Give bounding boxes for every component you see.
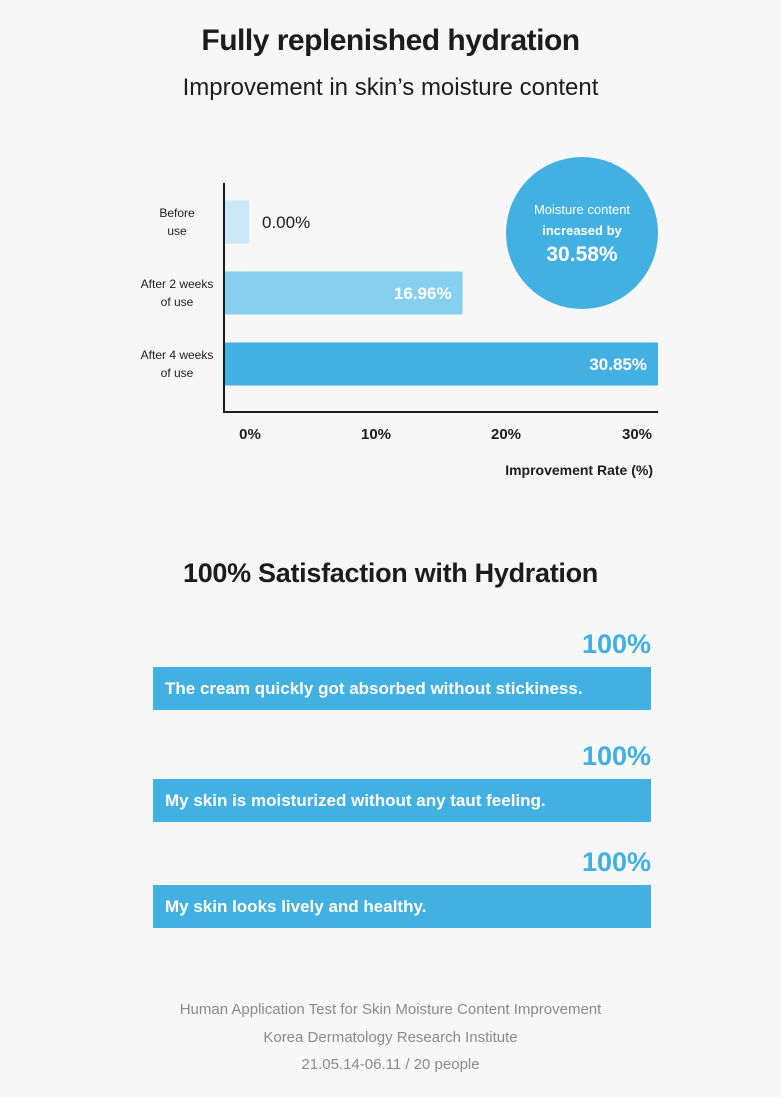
category-label: of use — [160, 366, 194, 380]
category-label: After 4 weeks — [140, 348, 214, 362]
x-tick-label: 0% — [239, 426, 261, 443]
category-label: use — [167, 224, 187, 238]
x-tick-label: 10% — [360, 426, 392, 443]
satisfaction-bar: My skin is moisturized without any taut feeling. — [153, 779, 651, 822]
satisfaction-percent: 100% — [581, 741, 651, 771]
page-title: Fully replenished hydration — [201, 24, 580, 57]
page-subtitle: Improvement in skin’s moisture content — [182, 74, 599, 101]
footer-test-name: Human Application Test for Skin Moisture Content Improvement — [179, 1001, 602, 1018]
category-label: Before — [159, 206, 195, 220]
bar-value-label: 30.85% — [589, 355, 647, 374]
x-axis-title: Improvement Rate (%) — [505, 462, 653, 478]
x-tick-label: 30% — [621, 426, 653, 443]
bar-value-label: 0.00% — [262, 213, 311, 232]
satisfaction-item — [153, 627, 651, 710]
satisfaction-title: 100% Satisfaction with Hydration — [183, 558, 598, 588]
category-label: After 2 weeks — [140, 277, 214, 291]
bar — [224, 201, 249, 244]
satisfaction-item — [153, 739, 651, 822]
moisture-bar-chart — [0, 150, 781, 490]
satisfaction-bar: My skin looks lively and healthy. — [153, 885, 651, 928]
satisfaction-bar: The cream quickly got absorbed without stickiness. — [153, 667, 651, 710]
satisfaction-percent: 100% — [581, 629, 651, 659]
callout-line-2: increased by — [542, 223, 622, 238]
callout-line-1: Moisture content — [533, 202, 631, 217]
category-label: of use — [160, 295, 194, 309]
callout-value: 30.58% — [546, 243, 618, 266]
bar-value-label: 16.96% — [393, 284, 452, 303]
footer-institute: Korea Dermatology Research Institute — [263, 1029, 518, 1046]
footer-period: 21.05.14-06.11 / 20 people — [301, 1056, 480, 1073]
satisfaction-item — [153, 845, 651, 928]
x-tick-label: 20% — [490, 426, 522, 443]
satisfaction-percent: 100% — [581, 847, 651, 877]
